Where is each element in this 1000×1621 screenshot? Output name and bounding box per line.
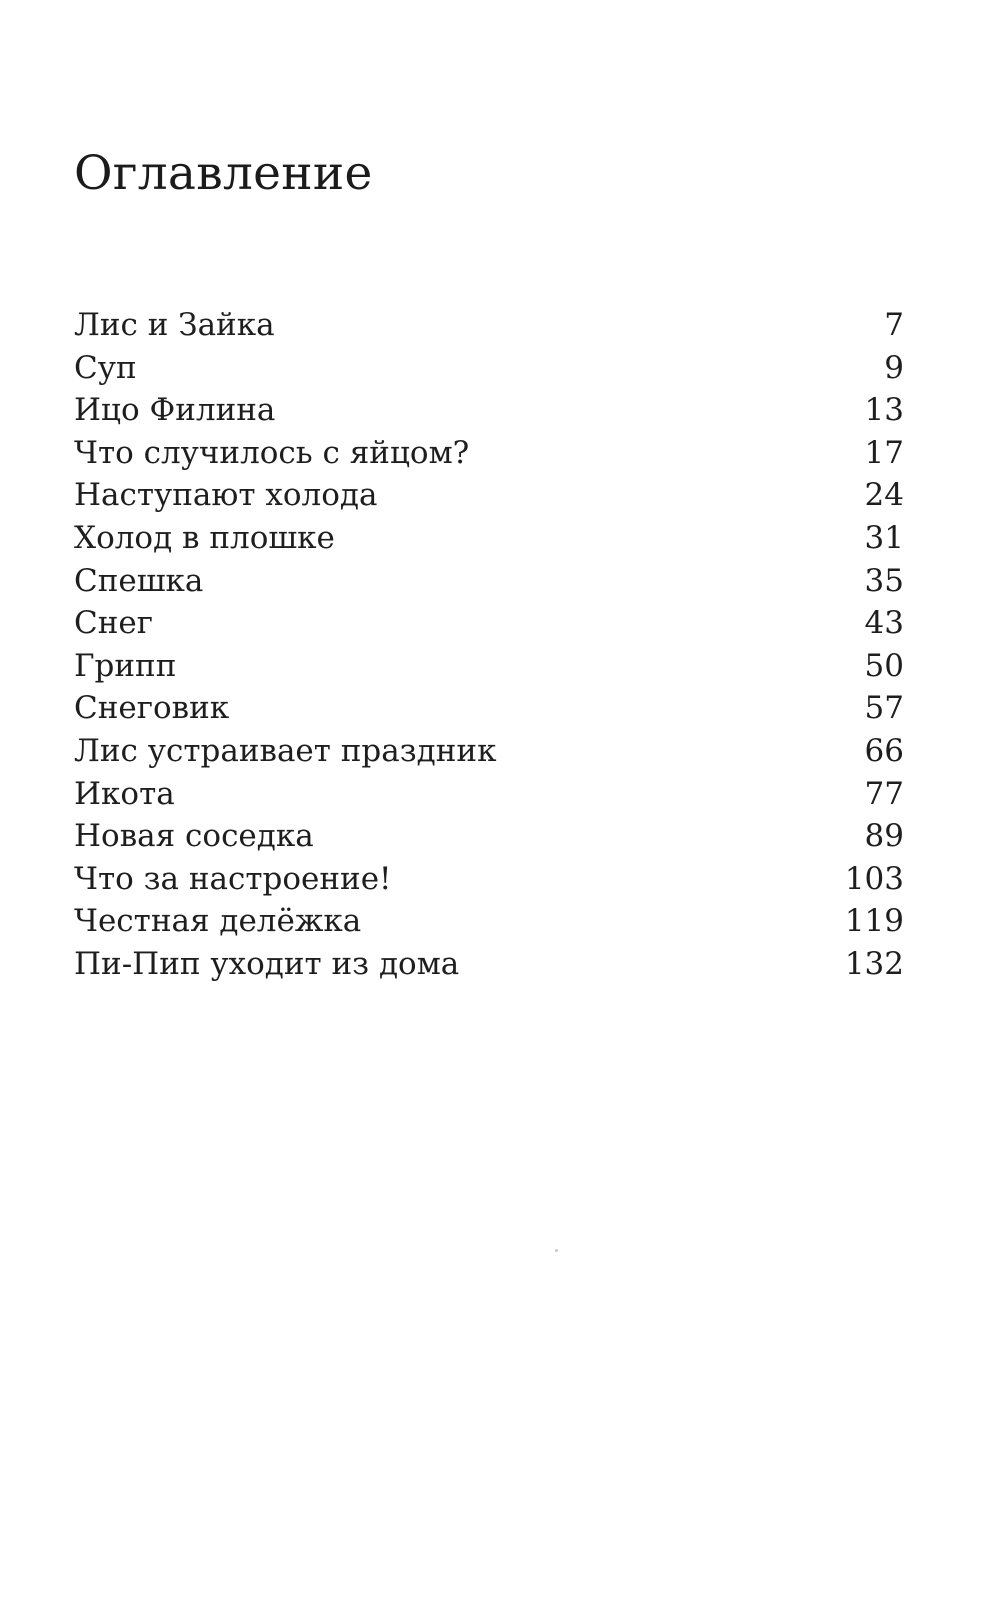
toc-entry <box>74 560 904 603</box>
page-title: Оглавление <box>74 146 373 201</box>
toc-entry-title: Спешка <box>74 562 204 599</box>
toc-entry-page: 119 <box>844 903 904 940</box>
toc-entry <box>74 730 904 773</box>
toc-entry-title: Снег <box>74 605 153 642</box>
toc-entry-title: Что за настроение! <box>74 860 392 897</box>
toc-entry <box>74 943 904 986</box>
toc-entry-title: Снеговик <box>74 690 230 727</box>
toc-entry-page: 57 <box>864 690 904 727</box>
table-of-contents <box>74 304 904 986</box>
toc-entry <box>74 773 904 816</box>
toc-entry <box>74 858 904 901</box>
toc-entry-title: Лис и Зайка <box>74 307 275 343</box>
toc-entry <box>74 432 904 475</box>
toc-entry-title: Холод в плошке <box>74 519 335 556</box>
toc-entry-page: 50 <box>864 647 904 684</box>
toc-entry-title: Наступают холода <box>74 477 378 514</box>
toc-entry <box>74 900 904 943</box>
toc-entry-page: 7 <box>884 307 904 343</box>
toc-entry-title: Лис устраивает праздник <box>74 732 497 769</box>
toc-entry-page: 17 <box>864 434 904 471</box>
toc-entry-page: 103 <box>844 860 904 897</box>
toc-entry-title: Икота <box>74 775 175 812</box>
toc-entry-page: 66 <box>864 732 904 769</box>
toc-entry-page: 9 <box>884 349 904 386</box>
toc-entry <box>74 517 904 560</box>
toc-entry-page: 31 <box>864 519 904 556</box>
toc-entry-page: 43 <box>864 605 904 642</box>
toc-entry <box>74 389 904 432</box>
toc-entry-page: 77 <box>864 775 904 812</box>
toc-entry-page: 24 <box>864 477 904 514</box>
toc-entry-title: Что случилось с яйцом? <box>74 434 470 471</box>
toc-entry-title: Новая соседка <box>74 818 314 855</box>
toc-entry-title: Суп <box>74 349 137 386</box>
toc-entry <box>74 347 904 390</box>
toc-entry <box>74 645 904 688</box>
toc-entry-page: 89 <box>864 818 904 855</box>
toc-entry-title: Честная делёжка <box>74 903 362 940</box>
toc-entry-title: Ицо Филина <box>74 392 276 429</box>
toc-entry-title: Грипп <box>74 647 177 684</box>
toc-entry <box>74 474 904 517</box>
toc-entry-page: 35 <box>864 562 904 599</box>
toc-entry-page: 13 <box>864 392 904 429</box>
toc-entry <box>74 304 904 347</box>
toc-entry-page: 132 <box>844 945 904 982</box>
toc-entry <box>74 815 904 858</box>
paper-speck <box>555 1249 558 1252</box>
toc-entry <box>74 602 904 645</box>
toc-entry-title: Пи-Пип уходит из дома <box>74 945 460 982</box>
toc-entry <box>74 687 904 730</box>
